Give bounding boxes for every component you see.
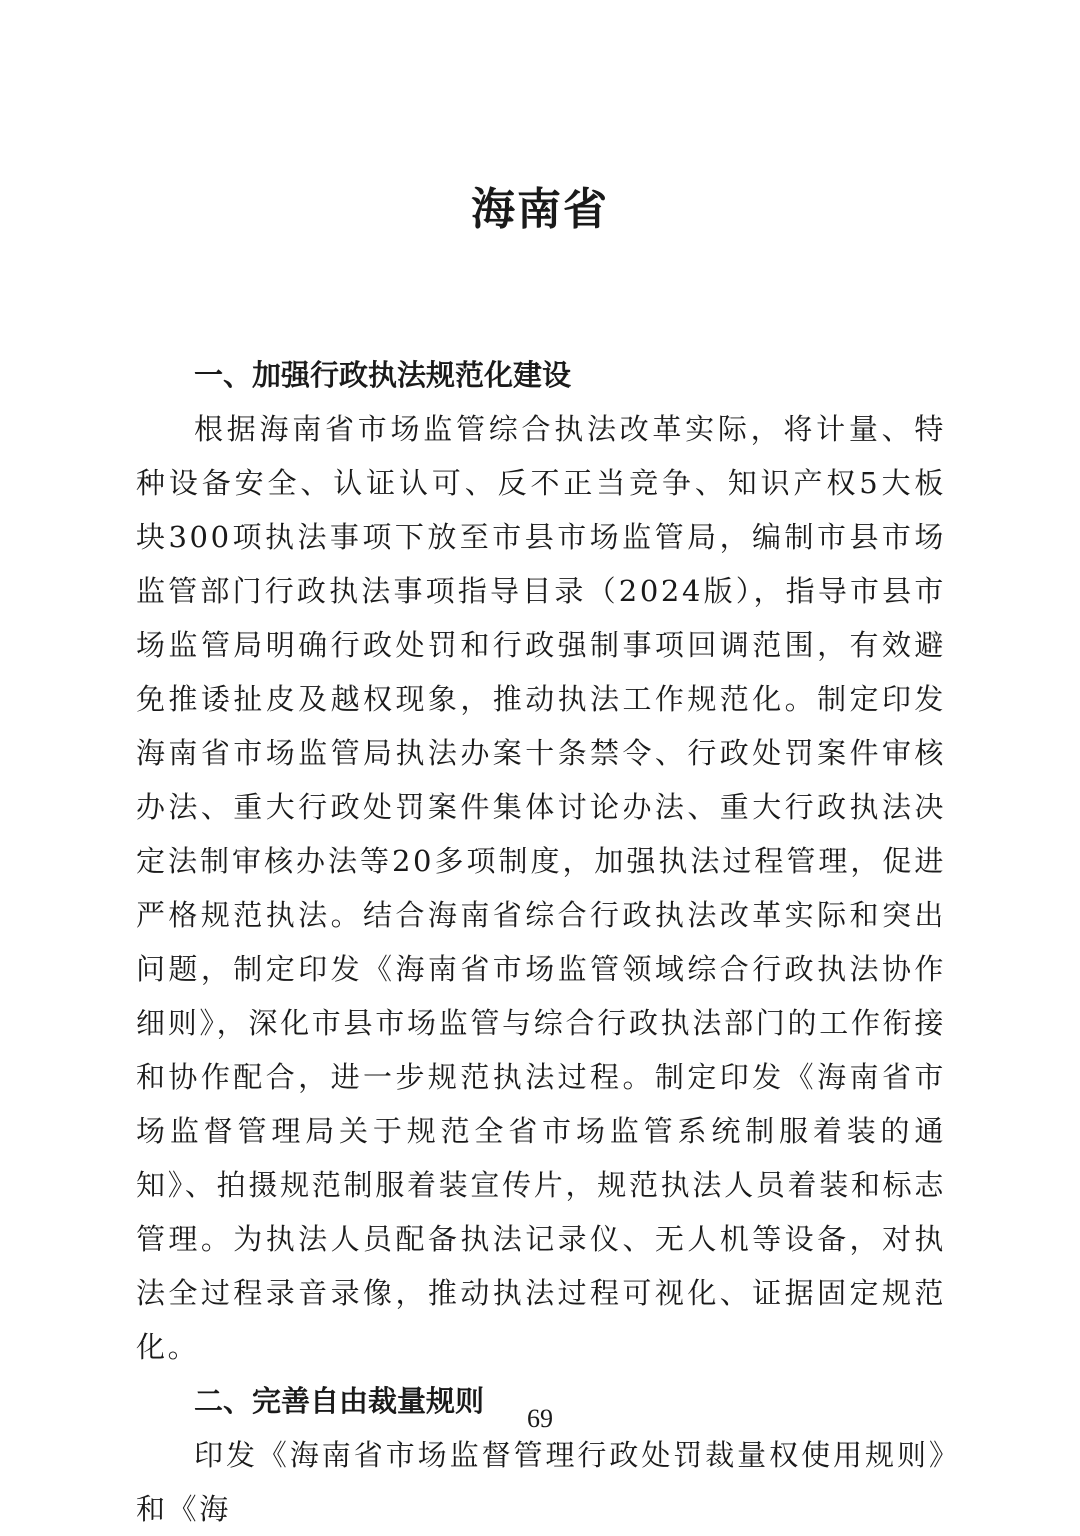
document-body: [136, 348, 946, 1536]
section-paragraph-2: 印发《海南省市场监督管理行政处罚裁量权使用规则》和《海: [136, 1438, 946, 1526]
page-number: 69: [527, 1404, 553, 1433]
page-title: 海南省: [471, 184, 609, 235]
section-heading-2: 二、完善自由裁量规则: [194, 1384, 485, 1418]
section-heading-1: 一、加强行政执法规范化建设: [194, 358, 572, 392]
section-paragraph-1: 根据海南省市场监管综合执法改革实际，将计量、特种设备安全、认证认可、反不正当竞争、知识产权5大板块300项执法事项下放至市县市场监管局，编制市县市场监管部门行政执法事项指导目录（2024版），指导市县市场监管局明确行政处罚和行政强制事项回调范围，有效避免推诿扯皮及越权现象，推动执法工作规范化。制定印发海南省市场监管局执法办案十条禁令、行政处罚案件审核办法、重大行政处罚案件集体讨论办法、重大行政执法决定法制审核办法等20多项制度，加强执法过程管理，促进严格规范执法。结合海南省综合行政执法改革实际和突出问题，制定印发《海南省市场监管领域综合行政执法协作细则》，深化市县市场监管与综合行政执法部门的工作衔接和协作配合，进一步规范执法过程。制定印发《海南省市场监督管理局关于规范全省市场监管系统制服着装的通知》、拍摄规范制服着装宣传片，规范执法人员着装和标志管理。为执法人员配备执法记录仪、无人机等设备，对执法全过程录音录像，推动执法过程可视化、证据固定规范化。: [136, 412, 946, 1364]
